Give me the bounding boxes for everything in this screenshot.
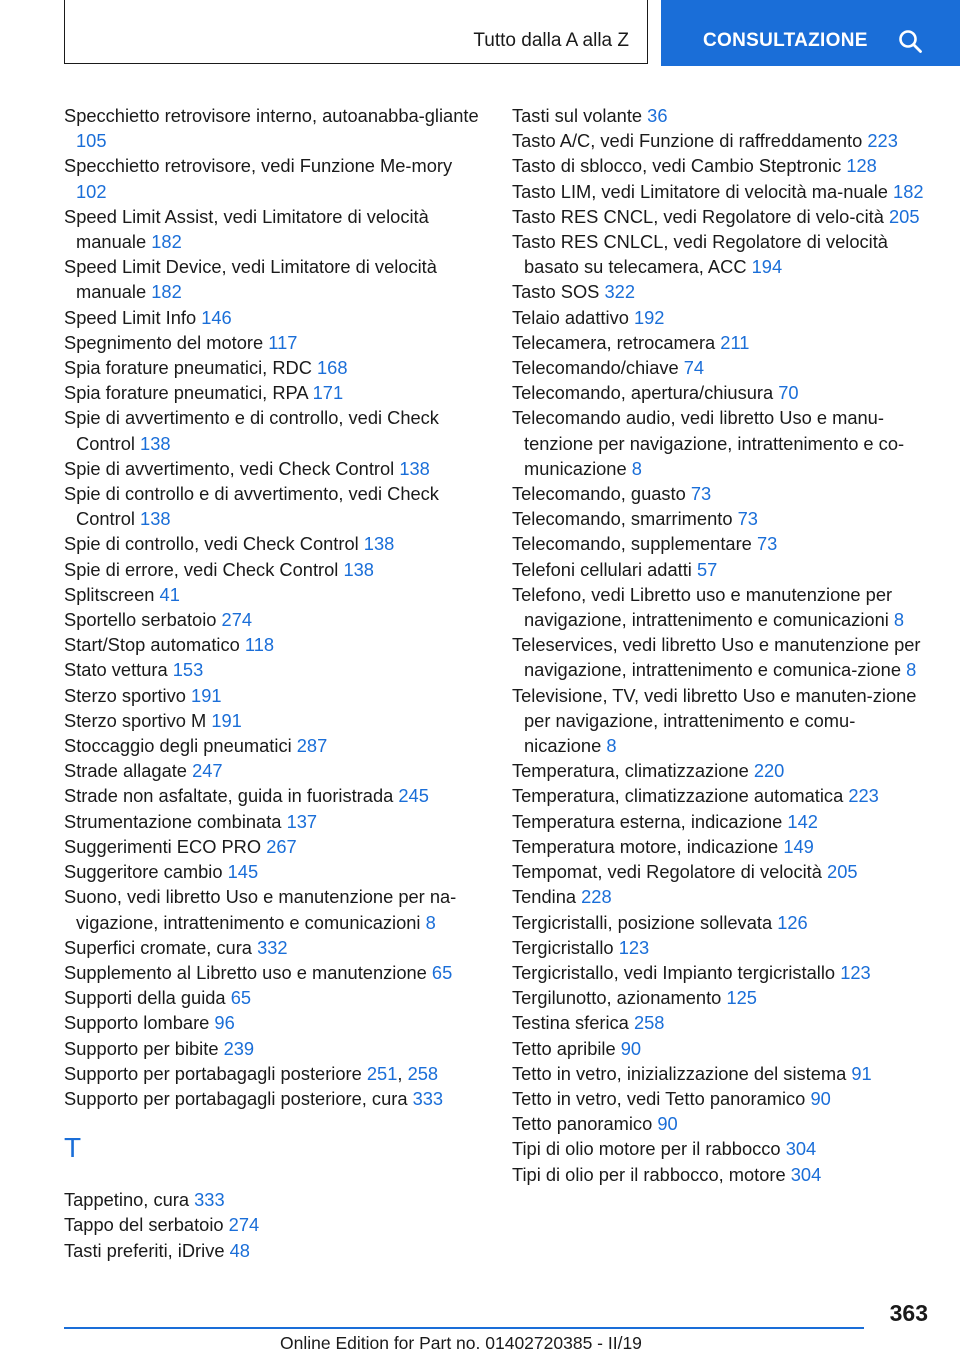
- index-entry: [512, 330, 927, 355]
- index-entry: [64, 733, 484, 758]
- index-entry: [512, 582, 927, 632]
- page-link[interactable]: 223: [848, 785, 879, 807]
- entry-text: Telaio adattivo: [512, 306, 629, 328]
- entry-text: Tergicristalli, posizione sollevata: [512, 911, 773, 933]
- page-link[interactable]: 91: [851, 1062, 872, 1084]
- index-entry: [512, 632, 927, 682]
- entry-text: Stato vettura: [64, 659, 168, 681]
- page-link[interactable]: 182: [151, 281, 182, 303]
- index-entry: [512, 305, 927, 330]
- entry-text: Strade non asfaltate, guida in fuoristrada: [64, 785, 394, 807]
- page-link[interactable]: 138: [343, 558, 374, 580]
- index-entry: [512, 229, 927, 279]
- entry-text: Temperatura motore, indicazione: [512, 835, 779, 857]
- page-link[interactable]: 70: [778, 382, 799, 404]
- index-list-s: [64, 103, 484, 1111]
- page-link[interactable]: 96: [214, 1012, 235, 1034]
- index-entry: [64, 960, 484, 985]
- entry-text: Spie di errore, vedi Check Control: [64, 558, 339, 580]
- entry-text: Sterzo sportivo M: [64, 709, 207, 731]
- page-link[interactable]: 8: [631, 457, 642, 479]
- index-entry: [512, 103, 927, 128]
- page-link[interactable]: 267: [266, 835, 297, 857]
- entry-text: Telefoni cellulari adatti: [512, 558, 692, 580]
- entry-text: Tergicristallo, vedi Impianto tergicristallo: [512, 961, 836, 983]
- entry-text: Telecomando, smarrimento: [512, 508, 733, 530]
- page-link[interactable]: 304: [790, 1163, 822, 1185]
- entry-text: Spie di avvertimento, vedi Check Control: [64, 457, 395, 479]
- index-entry: [512, 1036, 927, 1061]
- page-link[interactable]: 137: [286, 810, 318, 832]
- index-entry: [512, 783, 927, 808]
- index-entry: [512, 481, 927, 506]
- page-link[interactable]: 332: [257, 936, 288, 958]
- entry-text: Tergilunotto, azionamento: [512, 987, 722, 1009]
- page-link[interactable]: 138: [140, 508, 171, 530]
- entry-text: Splitscreen: [64, 583, 155, 605]
- page-link[interactable]: 220: [753, 760, 785, 782]
- index-entry: [64, 557, 484, 582]
- index-entry: [64, 531, 484, 556]
- page-link[interactable]: 90: [810, 1087, 831, 1109]
- entry-text: Suggeritore cambio: [64, 861, 223, 883]
- page-link[interactable]: 117: [268, 331, 298, 353]
- index-entry: [64, 380, 484, 405]
- page-link[interactable]: 138: [140, 432, 171, 454]
- page-link[interactable]: 192: [633, 306, 665, 328]
- index-list-t-continued: [512, 103, 927, 1187]
- index-entry: [512, 884, 927, 909]
- page-link[interactable]: 90: [657, 1113, 678, 1135]
- index-entry: [512, 985, 927, 1010]
- index-entry: [64, 884, 484, 934]
- index-entry: [64, 481, 484, 531]
- entry-text: Specchietto retrovisore interno, autoanabba-gliante: [64, 105, 479, 126]
- page-link[interactable]: 105: [76, 130, 107, 152]
- entry-text: Temperatura, climatizzazione automatica: [512, 785, 844, 807]
- entry-text: Tempomat, vedi Regolatore di velocità: [512, 861, 822, 883]
- index-entry: [512, 1111, 927, 1136]
- page-link[interactable]: 333: [194, 1189, 225, 1211]
- page-link[interactable]: 74: [683, 357, 705, 379]
- page-link[interactable]: 118: [244, 634, 275, 656]
- page-link[interactable]: 8: [906, 659, 917, 681]
- page-link[interactable]: 247: [192, 760, 223, 782]
- index-entry: [64, 1086, 484, 1111]
- entry-text: Tipi di olio per il rabbocco, motore: [512, 1163, 786, 1185]
- entry-text: Telecomando, guasto: [512, 483, 686, 505]
- page-link[interactable]: 211: [720, 331, 750, 353]
- index-entry: [64, 935, 484, 960]
- index-entry: [64, 103, 484, 153]
- page-link[interactable]: 274: [221, 609, 253, 631]
- index-entry: [512, 531, 927, 556]
- index-entry: [64, 859, 484, 884]
- index-entry: [512, 355, 927, 380]
- page-link[interactable]: 191: [211, 709, 242, 731]
- index-entry: [512, 834, 927, 859]
- entry-text: Tasto SOS: [512, 281, 600, 303]
- entry-text: Telecamera, retrocamera: [512, 331, 716, 353]
- index-entry: [64, 708, 484, 733]
- entry-text: Sportello serbatoio: [64, 609, 217, 631]
- index-entry: [64, 204, 484, 254]
- entry-text: Telecomando, apertura/chiusura: [512, 382, 774, 404]
- index-entry: [64, 683, 484, 708]
- index-entry: [64, 153, 484, 203]
- entry-text: Specchietto retrovisore, vedi Funzione Me-mory: [64, 155, 453, 177]
- index-entry: [64, 809, 484, 834]
- page-link[interactable]: 41: [159, 583, 180, 605]
- entry-text: Tasto A/C, vedi Funzione di raffreddamento: [512, 130, 863, 152]
- page-link[interactable]: 194: [751, 256, 783, 278]
- page-link[interactable]: 153: [172, 659, 204, 681]
- index-entry: [64, 582, 484, 607]
- entry-text: Tasto di sblocco, vedi Cambio Steptronic: [512, 155, 842, 177]
- page-link[interactable]: 205: [827, 861, 858, 883]
- entry-text: Spie di controllo, vedi Check Control: [64, 533, 359, 555]
- index-entry: [64, 758, 484, 783]
- entry-text: Strade allagate: [64, 760, 187, 782]
- page-link[interactable]: 223: [867, 130, 898, 152]
- page-link[interactable]: 73: [756, 533, 778, 555]
- entry-text: Tasti sul volante: [512, 105, 643, 126]
- entry-text: Supplemento al Libretto uso e manutenzione: [64, 961, 427, 983]
- entry-text: Tasti preferiti, iDrive: [64, 1239, 225, 1261]
- index-entry: [512, 859, 927, 884]
- entry-text: Telecomando audio, vedi libretto Uso e manu-tenzione per navigazione, intrattenimento e co-municazione: [512, 407, 905, 479]
- tab-label: CONSULTAZIONE: [703, 30, 868, 51]
- page-link[interactable]: 191: [191, 684, 222, 706]
- entry-text: Temperatura esterna, indicazione: [512, 810, 783, 832]
- entry-text: Spie di avvertimento e di controllo, vedi Check Control: [64, 407, 439, 454]
- page-link[interactable]: 304: [785, 1138, 817, 1160]
- page-link[interactable]: 251: [366, 1062, 398, 1084]
- page-link[interactable]: 90: [620, 1037, 642, 1059]
- index-entry: [64, 657, 484, 682]
- entry-text: Suggerimenti ECO PRO: [64, 835, 262, 857]
- entry-text: Supporto per portabagagli posteriore, cura: [64, 1087, 408, 1109]
- page-link[interactable]: 274: [228, 1214, 260, 1236]
- entry-text: Tetto in vetro, vedi Tetto panoramico: [512, 1087, 806, 1109]
- entry-text: Supporto per bibite: [64, 1037, 219, 1059]
- page-link[interactable]: 8: [425, 911, 436, 933]
- page-link[interactable]: 168: [317, 357, 348, 379]
- entry-text: Telefono, vedi Libretto uso e manutenzione per navigazione, intrattenimento e comunicazioni: [512, 583, 893, 631]
- entry-text: Spegnimento del motore: [64, 331, 264, 353]
- entry-text: Telecomando/chiave: [512, 357, 679, 379]
- entry-text: Speed Limit Info: [64, 306, 197, 328]
- entry-text: Spie di controllo e di avvertimento, vedi Check Control: [64, 483, 439, 530]
- index-entry: [64, 985, 484, 1010]
- section-letter: T: [64, 1132, 82, 1164]
- page-link[interactable]: 322: [604, 281, 635, 303]
- index-entry: [64, 355, 484, 380]
- page-link[interactable]: 171: [312, 382, 344, 404]
- page-link[interactable]: 65: [230, 987, 252, 1009]
- page-link[interactable]: 258: [633, 1012, 665, 1034]
- entry-text: Tappo del serbatoio: [64, 1214, 224, 1236]
- header-section-box: [64, 0, 648, 64]
- entry-text: Speed Limit Assist, vedi Limitatore di velocità manuale: [64, 205, 429, 253]
- entry-text: Tetto panoramico: [512, 1113, 653, 1135]
- entry-text: Tetto in vetro, inizializzazione del sistema: [512, 1062, 847, 1084]
- section-title: Tutto dalla A alla Z: [473, 30, 629, 51]
- entry-text: Superfici cromate, cura: [64, 936, 252, 958]
- index-entry: [512, 204, 927, 229]
- index-entry: [64, 632, 484, 657]
- page-link[interactable]: 125: [726, 987, 757, 1009]
- page-link[interactable]: 138: [363, 533, 395, 555]
- page-link[interactable]: 258: [407, 1062, 439, 1084]
- entry-text: Sterzo sportivo: [64, 684, 186, 706]
- index-entry: [64, 330, 484, 355]
- entry-text: Teleservices, vedi libretto Uso e manutenzione per navigazione, intrattenimento e comunica-zione: [512, 634, 921, 681]
- index-entry: [512, 935, 927, 960]
- entry-text: Tasto RES CNCL, vedi Regolatore di velo-cità: [512, 205, 884, 227]
- page-link[interactable]: 287: [296, 735, 328, 757]
- index-entry: [64, 1010, 484, 1035]
- search-icon[interactable]: [897, 28, 923, 54]
- entry-text: Tergicristallo: [512, 936, 614, 958]
- index-entry: [64, 1212, 484, 1237]
- index-entry: [512, 506, 927, 531]
- page-link[interactable]: 123: [618, 936, 650, 958]
- page-link[interactable]: 126: [777, 911, 808, 933]
- page-link[interactable]: 73: [690, 483, 712, 505]
- entry-text: Supporto per portabagagli posteriore: [64, 1062, 362, 1084]
- page-link[interactable]: 48: [229, 1239, 250, 1261]
- page-number: 363: [889, 1300, 928, 1326]
- page-link[interactable]: 245: [398, 785, 429, 807]
- index-entry: [512, 557, 927, 582]
- entry-text: Start/Stop automatico: [64, 634, 240, 656]
- page-link[interactable]: 57: [696, 558, 718, 580]
- page-link[interactable]: 8: [606, 735, 617, 757]
- entry-text: Tasto LIM, vedi Limitatore di velocità ma-nuale: [512, 180, 888, 202]
- page-link[interactable]: 182: [151, 231, 182, 253]
- entry-text: Tappetino, cura: [64, 1189, 190, 1211]
- page-link[interactable]: 128: [846, 155, 877, 177]
- index-entry: [512, 809, 927, 834]
- index-entry: [64, 834, 484, 859]
- index-entry: [64, 254, 484, 304]
- index-list-t: [64, 1187, 484, 1263]
- entry-text: Temperatura, climatizzazione: [512, 760, 749, 782]
- entry-text: Stoccaggio degli pneumatici: [64, 735, 292, 757]
- index-entry: [512, 960, 927, 985]
- index-entry: [64, 305, 484, 330]
- page-link[interactable]: 333: [412, 1087, 444, 1109]
- index-entry: [512, 153, 927, 178]
- entry-text: Tasto RES CNLCL, vedi Regolatore di velocità basato su telecamera, ACC: [512, 231, 888, 278]
- page-link[interactable]: 142: [787, 810, 818, 832]
- page-link[interactable]: 205: [888, 205, 920, 227]
- entry-text: Tipi di olio motore per il rabbocco: [512, 1138, 781, 1160]
- entry-text: Strumentazione combinata: [64, 810, 282, 832]
- entry-text: Televisione, TV, vedi libretto Uso e manuten-zione per navigazione, intrattenimento e comu-nicazione: [512, 684, 917, 757]
- index-entry: [512, 758, 927, 783]
- index-entry: Supporto per portabagagli posteriore 251, 258: [64, 1062, 439, 1084]
- index-entry: [64, 1187, 484, 1212]
- page-link[interactable]: 149: [783, 835, 814, 857]
- entry-text: Testina sferica: [512, 1012, 629, 1034]
- index-column-right: [512, 103, 927, 1187]
- footer-divider: [64, 1327, 864, 1329]
- index-entry: [512, 179, 927, 204]
- page-link[interactable]: 73: [737, 508, 758, 530]
- index-entry: [512, 380, 927, 405]
- index-entry: [64, 607, 484, 632]
- index-entry: [512, 1061, 927, 1086]
- entry-text: Speed Limit Device, vedi Limitatore di velocità manuale: [64, 256, 437, 303]
- index-entry: [512, 1086, 927, 1111]
- entry-text: Spia forature pneumatici, RPA: [64, 382, 308, 404]
- page-link[interactable]: 123: [840, 961, 871, 983]
- index-entry: [512, 405, 927, 481]
- page-link[interactable]: 65: [431, 961, 453, 983]
- entry-text: Tetto apribile: [512, 1037, 616, 1059]
- entry-text: Telecomando, supplementare: [512, 533, 752, 555]
- entry-text: Spia forature pneumatici, RDC: [64, 357, 312, 379]
- index-entry: [512, 279, 927, 304]
- index-entry: [64, 456, 484, 481]
- page-link[interactable]: 138: [399, 457, 430, 479]
- index-entry: [512, 128, 927, 153]
- page-link[interactable]: 8: [893, 609, 905, 631]
- page-link[interactable]: 146: [201, 306, 232, 328]
- page-link[interactable]: 36: [647, 105, 668, 126]
- page-link[interactable]: 102: [76, 180, 107, 202]
- footer-edition: Online Edition for Part no. 01402720385 - II/19: [280, 1333, 642, 1353]
- index-column-left: [64, 103, 484, 1263]
- index-entry: [512, 1136, 927, 1161]
- index-entry: [64, 405, 484, 455]
- index-entry: [512, 910, 927, 935]
- index-entry: [64, 783, 484, 808]
- page-link[interactable]: 228: [581, 886, 612, 908]
- entry-text: Supporti della guida: [64, 987, 226, 1009]
- page-link[interactable]: 182: [893, 180, 924, 202]
- page-link[interactable]: 145: [227, 861, 259, 883]
- index-entry: [64, 1238, 484, 1263]
- page-link[interactable]: 239: [223, 1037, 255, 1059]
- entry-text: Suono, vedi libretto Uso e manutenzione per na-vigazione, intrattenimento e comunicazioni: [64, 886, 457, 933]
- entry-text: Supporto lombare: [64, 1012, 210, 1034]
- index-entry: [64, 1036, 484, 1061]
- entry-text: Tendina: [512, 886, 577, 908]
- index-entry: [512, 1162, 927, 1187]
- consultazione-tab[interactable]: [661, 0, 960, 66]
- index-entry: [512, 683, 927, 759]
- index-entry: [512, 1010, 927, 1035]
